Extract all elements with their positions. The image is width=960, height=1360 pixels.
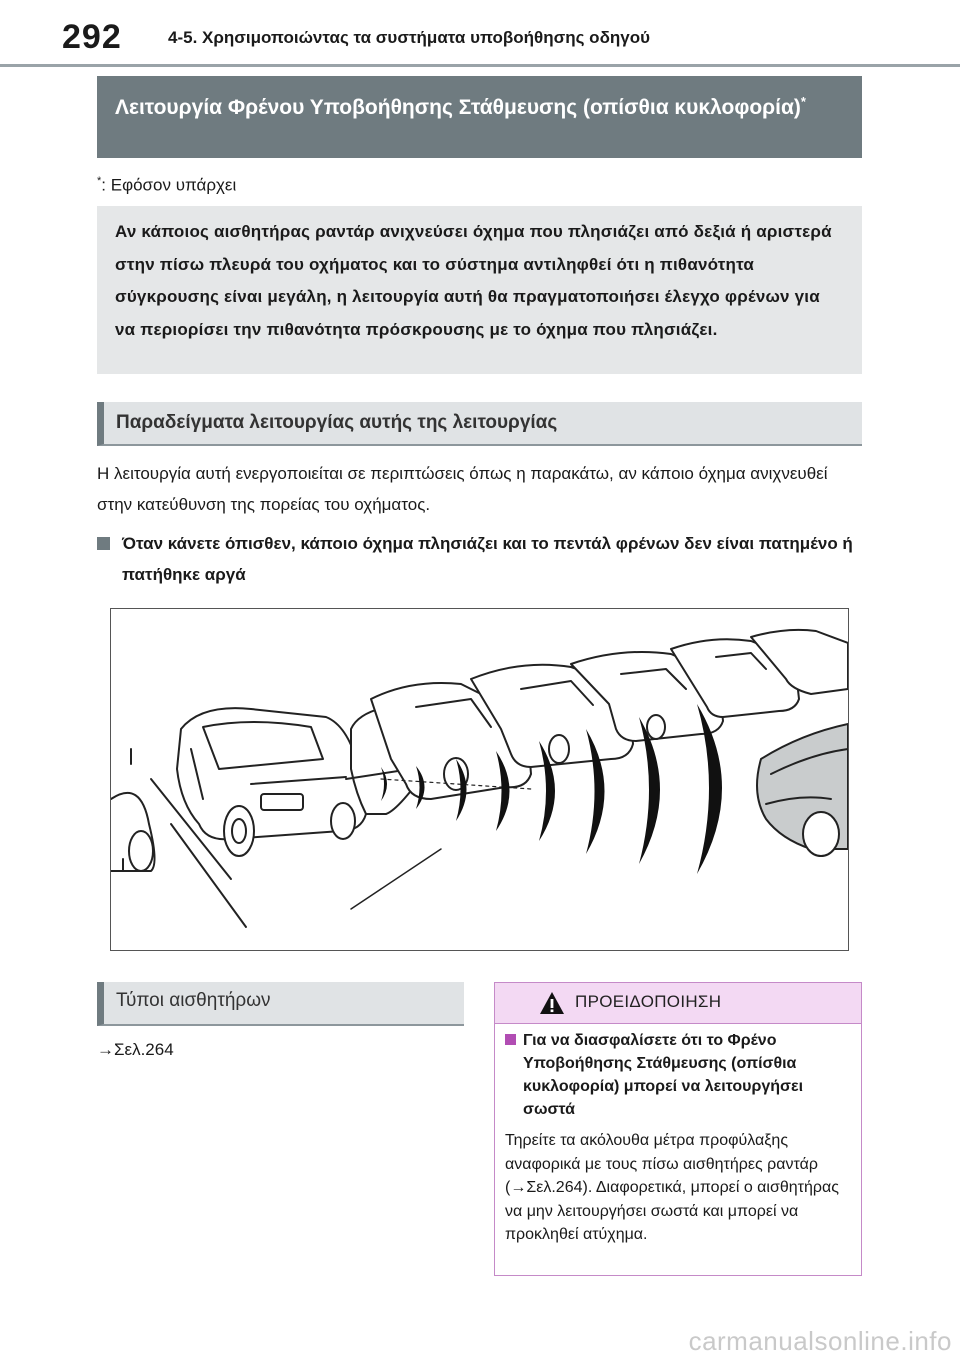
warning-body: Τηρείτε τα ακόλουθα μέτρα προφύλαξης αναφορικά με τους πίσω αισθητήρες ραντάρ (→Σελ.264). Διαφορετικά, μπορεί ο αισθητήρας να μην λειτουργήσει σωστά και μπορεί να προκληθεί ατύχημα. xyxy=(505,1132,839,1243)
parking-illustration xyxy=(110,608,849,951)
availability-marker: * xyxy=(800,94,806,109)
footnote xyxy=(97,175,236,196)
examples-subheading xyxy=(97,528,862,590)
intro-text: Αν κάποιος αισθητήρας ραντάρ ανιχνεύσει όχημα που πλησιάζει από δεξιά ή αριστερά στην πίσω πλευρά του οχήματος και το σύστημα αντιληφθεί ότι η πιθανότητα σύγκρουσης είναι μεγάλη, η λειτουργία αυτή θα πραγματοποιήσει έλεγχο φρένων για να περιορίσει την πιθανότητα πρόσκρουσης με το όχημα που πλησιάζει. xyxy=(115,222,832,339)
examples-heading: Παραδείγματα λειτουργίας αυτής της λειτουργίας xyxy=(97,402,862,446)
warning-subheading-text: Για να διασφαλίσετε ότι το Φρένο Υποβοήθησης Στάθμευσης (οπίσθια κυκλοφορία) μπορεί να λειτουργήσει σωστά xyxy=(523,1032,804,1118)
warning-box xyxy=(494,982,862,1276)
page-number: 292 xyxy=(62,18,122,56)
title-banner xyxy=(97,76,862,158)
warning-header xyxy=(495,983,861,1024)
warning-title: ΠΡΟΕΙΔΟΠΟΙΗΣΗ xyxy=(575,992,722,1011)
section-title: Λειτουργία Φρένου Υποβοήθησης Στάθμευσης (οπίσθια κυκλοφορία) xyxy=(115,96,801,119)
intro-box xyxy=(97,206,862,374)
sensor-page-reference-link[interactable]: →Σελ.264 xyxy=(97,1040,174,1059)
watermark: carmanualsonline.info xyxy=(688,1326,952,1356)
header-divider xyxy=(0,64,960,67)
reverse-parking-scene-image xyxy=(111,609,848,950)
warning-triangle-icon xyxy=(539,991,565,1015)
examples-subheading-text: Όταν κάνετε όπισθεν, κάποιο όχημα πλησιάζει και το πεντάλ φρένων δεν είναι πατημένο ή πατήθηκε αργά xyxy=(122,534,853,584)
bullet-square-icon xyxy=(505,1034,516,1045)
footnote-marker: * xyxy=(97,175,102,187)
warning-subheading xyxy=(505,1029,845,1121)
sensor-types-heading: Τύποι αισθητήρων xyxy=(97,982,464,1026)
examples-paragraph: Η λειτουργία αυτή ενεργοποιείται σε περιπτώσεις όπως η παρακάτω, αν κάποιο όχημα ανιχνευθεί στην κατεύθυνση της πορείας του οχήματος. xyxy=(97,464,828,514)
bullet-square-icon xyxy=(97,537,110,550)
running-header: 4-5. Χρησιμοποιώντας τα συστήματα υποβοήθησης οδηγού xyxy=(168,28,650,47)
footnote-text: : Εφόσον υπάρχει xyxy=(101,175,237,195)
